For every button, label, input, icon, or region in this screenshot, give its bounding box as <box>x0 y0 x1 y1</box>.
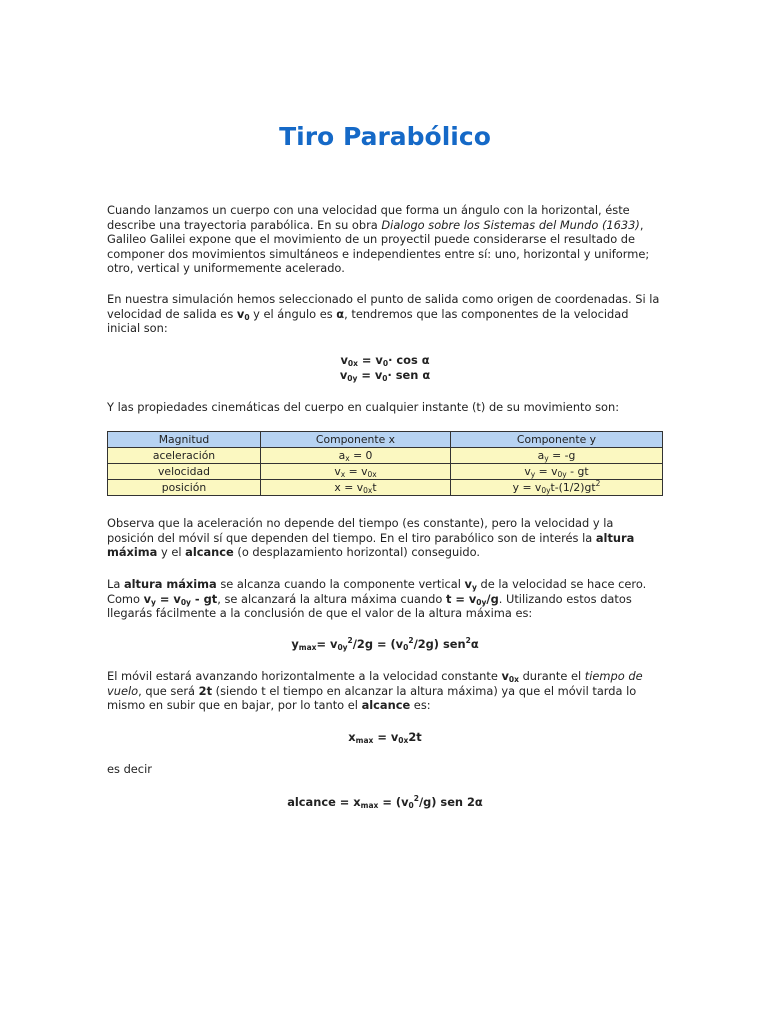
table-header-componente-x: Componente x <box>261 432 451 448</box>
table-header-magnitud: Magnitud <box>108 432 261 448</box>
paragraph-components: En nuestra simulación hemos seleccionado el punto de salida como origen de coordenadas. Si la velocidad de salida es $v_0$ y el ángulo es α, tendremos que las componentes de la velocidad inicial son: <box>107 292 660 335</box>
paragraph-intro: Cuando lanzamos un cuerpo con una velocidad que forma un ángulo con la horizontal, éste describe una trayectoria parabólica. En su obra Dialogo sobre los Sistemas del Mundo (1633), Galileo Galilei expone que el movimiento de un proyectil puede considerarse el resultado de componer dos movimientos simultáneos e independientes entre sí: uno, horizontal y uniforme; otro, vertical y uniformemente acelerado. <box>107 203 650 275</box>
paragraph-max-height: La altura máxima se alcanza cuando la componente vertical $v_y$ de la velocidad se hace cero. Como $v_y = v_{0y}$ - gt, se alcanzará la altura máxima cuando $t = v_{0y}/g$. Utilizando estos datos llegarás fácilmente a la conclusión de que el valor de la altura máxima es: <box>107 577 647 620</box>
paragraph-kinematics: Y las propiedades cinemáticas del cuerpo en cualquier instante (t) de su movimiento son: <box>107 400 620 414</box>
equation-v0x: $v_{0x} = v_0\cdot \cos \alpha$ <box>340 353 430 368</box>
table-row: velocidad $v_x = v_{0x}$ $v_y = v_{0y}$ - gt <box>108 464 663 480</box>
paragraph-es-decir: es decir <box>107 762 152 776</box>
equation-alcance: alcance = $x_{max} = (v_0^2/g)$ sen 2α <box>287 794 483 810</box>
equation-v0y: $v_{0y} = v_0\cdot$ sen α <box>339 368 431 383</box>
table-row: aceleración $a_x = 0$ $a_y = -g$ <box>108 448 663 464</box>
paragraph-flight-time: El móvil estará avanzando horizontalmente a la velocidad constante $v_{0x}$ durante el tiempo de vuelo, que será 2t (siendo t el tiempo en alcanzar la altura máxima) ya que el móvil tarda lo mismo en subir que en bajar, por lo tanto el alcance es: <box>107 669 643 712</box>
page-title: Tiro Parabólico <box>279 122 491 151</box>
equation-xmax: $x_{max} = v_{0x}2t$ <box>348 730 422 745</box>
paragraph-observation: Observa que la aceleración no depende del tiempo (es constante), pero la velocidad y la posición del móvil sí que dependen del tiempo. En el tiro parabólico son de interés la altura máxima y el alcance (o desplazamiento horizontal) conseguido. <box>107 516 635 559</box>
table-row: posición $x = v_{0x}t$ $y = v_{0y}t-(1/2)gt^2$ <box>108 480 663 496</box>
kinematics-table <box>107 431 663 496</box>
table-header-row <box>108 432 663 448</box>
equation-max-height: $y_{max}= v_{0y}^2/2g = (v_0^2/2g)$ sen$^2$α <box>291 636 479 652</box>
table-header-componente-y: Componente y <box>451 432 663 448</box>
